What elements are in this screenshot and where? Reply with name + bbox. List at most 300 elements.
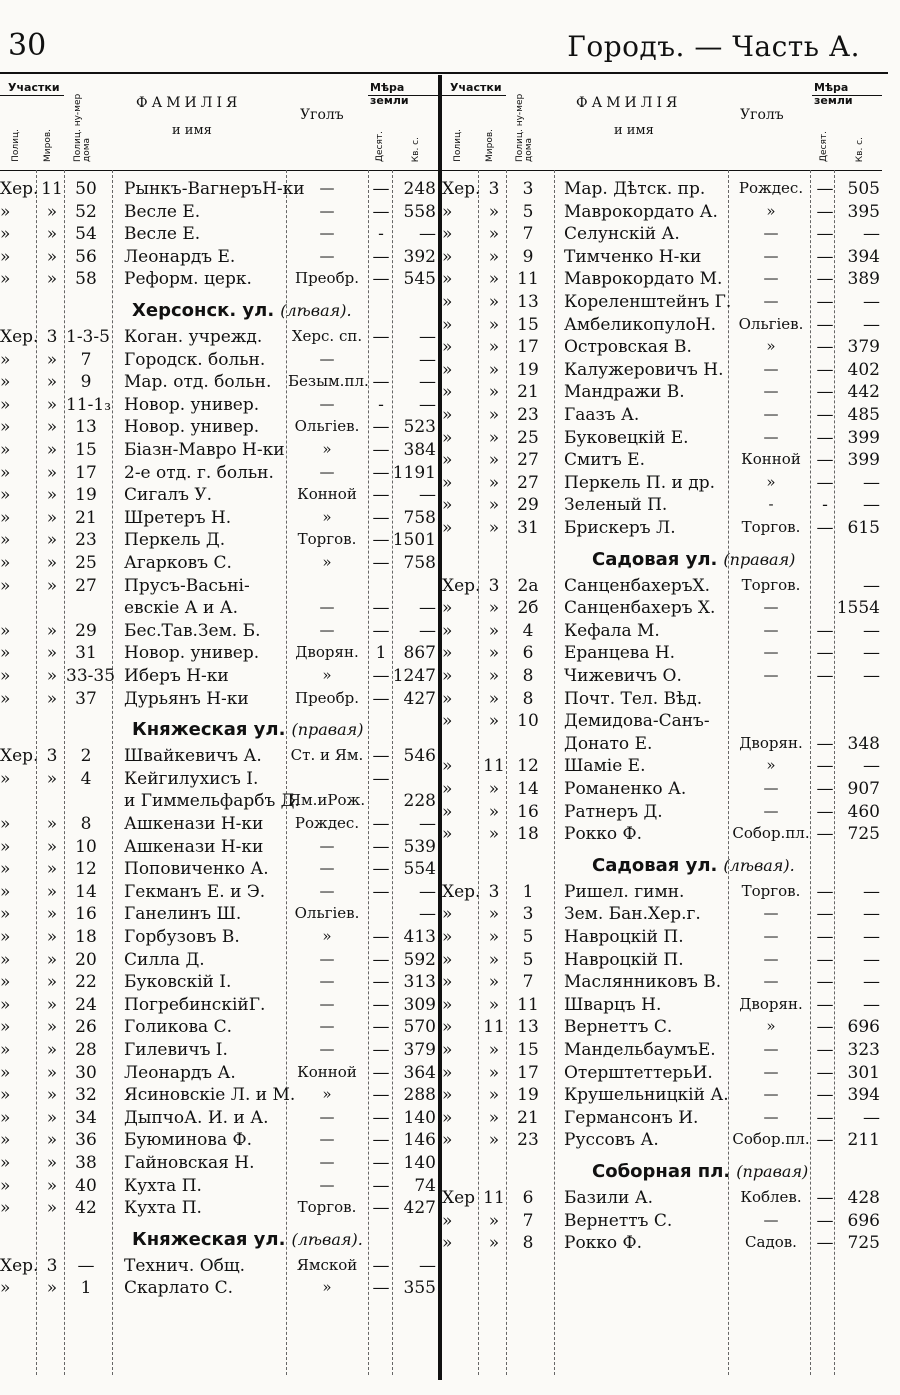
cell-num: 17 <box>75 462 97 483</box>
cell-des: — <box>816 359 834 380</box>
right-column-table <box>442 75 882 1380</box>
cell-ugol: — <box>319 246 335 265</box>
cell-num: 7 <box>522 972 534 993</box>
header-des: Десят. <box>375 130 385 162</box>
cell-name: Прусъ-Васьні- <box>124 575 250 596</box>
cell-num: 12 <box>75 859 97 880</box>
cell-kv: — <box>419 394 436 415</box>
cell-mir: » <box>46 246 58 267</box>
table-row <box>442 1063 882 1085</box>
header-familia: ФАМИЛІЯ <box>136 95 242 111</box>
cell-des: — <box>372 972 390 993</box>
cell-name: Зеленый П. <box>564 495 668 516</box>
cell-name: Буковецкій Е. <box>564 427 689 448</box>
cell-ugol: — <box>763 801 779 820</box>
cell-num: 15 <box>517 314 539 335</box>
table-row <box>0 1130 440 1152</box>
cell-num: 19 <box>517 359 539 380</box>
cell-des: — <box>816 801 834 822</box>
cell-kv: 696 <box>847 1017 880 1038</box>
cell-name: Иберъ Н-ки <box>124 666 229 687</box>
cell-pol: » <box>0 575 11 596</box>
table-row <box>0 791 440 813</box>
header-num: Полиц. ну-мер дома <box>73 93 92 162</box>
cell-name: Романенко А. <box>564 779 687 800</box>
table-row <box>442 904 882 926</box>
cell-kv: 395 <box>847 201 880 222</box>
cell-num: 10 <box>517 711 539 732</box>
cell-ugol: Дворян. <box>295 643 359 662</box>
cell-kv: 309 <box>403 994 436 1015</box>
cell-ugol: — <box>763 359 779 378</box>
table-row <box>442 1233 882 1255</box>
cell-name: Буюминова Ф. <box>124 1130 253 1151</box>
table-row <box>442 711 882 733</box>
cell-name: Почт. Тел. Вѣд. <box>564 688 703 709</box>
cell-num: 36 <box>75 1130 97 1151</box>
table-row <box>0 621 440 643</box>
cell-mir: » <box>46 881 58 902</box>
table-row <box>0 643 440 665</box>
header-ugol: Уголъ <box>740 107 784 123</box>
cell-num: 11 <box>517 269 539 290</box>
cell-des: — <box>816 337 834 358</box>
cell-name: Кефала М. <box>564 620 660 641</box>
cell-pol: Хер <box>442 1188 476 1209</box>
cell-mir: » <box>488 314 500 335</box>
cell-pol: » <box>442 405 453 425</box>
cell-des: — <box>816 246 834 267</box>
cell-des: — <box>816 1040 834 1061</box>
cell-pol: » <box>0 394 11 415</box>
cell-pol: Хер. <box>0 1255 39 1276</box>
cell-num: 27 <box>517 450 539 471</box>
cell-des: — <box>372 179 390 199</box>
cell-des: — <box>372 1130 390 1151</box>
cell-num: 2б <box>517 598 539 619</box>
table-row <box>442 598 882 620</box>
table-row <box>442 1108 882 1130</box>
header-mir: Миров. <box>43 129 53 162</box>
cell-kv: — <box>419 620 436 641</box>
cell-mir: » <box>46 417 58 438</box>
cell-des: — <box>816 643 834 664</box>
cell-mir: » <box>488 666 500 687</box>
table-row <box>442 224 882 246</box>
cell-des: — <box>372 814 390 835</box>
cell-num: 7 <box>80 349 92 370</box>
cell-kv: 546 <box>403 746 436 767</box>
cell-kv: — <box>863 927 880 948</box>
cell-num: 14 <box>75 881 97 902</box>
cell-num: 8 <box>522 688 534 709</box>
cell-mir: » <box>46 836 58 857</box>
cell-mir: » <box>46 372 58 393</box>
cell-des: — <box>816 779 834 800</box>
cell-kv: 907 <box>847 779 880 800</box>
cell-ugol: — <box>319 972 335 991</box>
table-row <box>442 428 882 450</box>
street-side: (лѣвая). <box>291 1229 363 1249</box>
cell-name: Навроцкій П. <box>564 949 684 970</box>
cell-name: Ратнеръ Д. <box>564 801 663 822</box>
table-row <box>442 576 882 598</box>
cell-name: Кореленштейнъ Г. <box>564 292 732 312</box>
cell-name: Гекманъ Е. и Э. <box>124 881 266 902</box>
cell-name: Тимченко Н-ки <box>564 246 702 267</box>
cell-num: 30 <box>75 1062 97 1083</box>
cell-kv: 392 <box>403 246 436 267</box>
cell-kv: 348 <box>847 733 880 754</box>
cell-pol: » <box>0 972 11 993</box>
cell-des: — <box>372 462 390 483</box>
cell-kv: 554 <box>403 859 436 880</box>
cell-pol: » <box>442 495 453 516</box>
cell-num: 31 <box>75 643 97 664</box>
cell-mir: » <box>46 1130 58 1151</box>
cell-pol: Хер. <box>0 746 39 767</box>
cell-des: — <box>372 507 390 528</box>
cell-name: Маврокордато А. <box>564 201 718 222</box>
cell-des: — <box>372 1153 390 1174</box>
cell-num: 52 <box>75 201 97 222</box>
cell-mir: » <box>488 1085 500 1106</box>
cell-ugol: Рождес. <box>738 179 804 197</box>
cell-num: 8 <box>522 666 534 687</box>
table-row <box>442 972 882 994</box>
cell-pol: » <box>0 1198 11 1219</box>
cell-name: 2-е отд. г. больн. <box>124 462 274 483</box>
cell-name: Рокко Ф. <box>564 1233 643 1254</box>
cell-name: Ашкенази Н-ки <box>124 814 264 835</box>
cell-mir: » <box>46 972 58 993</box>
table-row <box>442 405 882 427</box>
cell-des: — <box>816 1085 834 1106</box>
cell-kv: — <box>863 292 880 312</box>
header-uchastki: Участки <box>8 81 60 94</box>
cell-pol: » <box>0 1278 11 1299</box>
cell-pol: Хер. <box>442 881 481 902</box>
table-row <box>0 859 440 881</box>
table-row <box>0 666 440 688</box>
cell-name: Леонардъ А. <box>124 1062 236 1083</box>
cell-kv: 570 <box>403 1017 436 1038</box>
cell-mir: » <box>488 382 500 403</box>
cell-ugol: — <box>763 1107 779 1126</box>
cell-kv: — <box>863 620 880 641</box>
header-imya: и имя <box>614 123 654 138</box>
cell-mir: » <box>488 450 500 471</box>
cell-des: — <box>372 1107 390 1128</box>
cell-num: 19 <box>517 1085 539 1106</box>
street-side: (лѣвая). <box>280 301 352 320</box>
cell-num: 42 <box>75 1198 97 1219</box>
cell-kv: 394 <box>847 1085 880 1106</box>
cell-ugol: Коблев. <box>740 1188 802 1207</box>
cell-num: 13 <box>517 292 539 312</box>
header-uchastki: Участки <box>450 81 502 94</box>
cell-ugol: - <box>768 495 774 514</box>
cell-ugol: — <box>763 427 779 446</box>
cell-pol: » <box>442 927 453 948</box>
cell-ugol: Херс. сп. <box>291 327 363 346</box>
cell-name: Ашкенази Н-ки <box>124 836 264 857</box>
cell-mir: » <box>488 405 500 425</box>
cell-mir: » <box>488 972 500 993</box>
cell-num: 56 <box>75 246 97 267</box>
cell-ugol: Торгов. <box>741 881 801 900</box>
cell-kv: 389 <box>847 269 880 290</box>
cell-pol: » <box>442 1107 453 1128</box>
cell-ugol: — <box>763 224 779 243</box>
table-row <box>0 1176 440 1198</box>
cell-ugol: Рождес. <box>294 814 360 833</box>
cell-des: — <box>372 949 390 970</box>
cell-pol: » <box>442 1130 453 1151</box>
street-side: (лѣвая). <box>723 855 795 875</box>
cell-des: — <box>816 518 834 538</box>
cell-ugol: — <box>763 949 779 968</box>
cell-pol: » <box>0 881 11 902</box>
cell-des: — <box>372 859 390 880</box>
table-row <box>442 1130 882 1152</box>
cell-name: Весле Е. <box>124 201 201 222</box>
cell-name: Калужеровичъ Н. <box>564 359 724 380</box>
cell-ugol: » <box>766 201 776 220</box>
cell-pol: » <box>0 949 11 970</box>
table-row <box>0 598 440 620</box>
cell-pol: » <box>442 1017 453 1038</box>
cell-ugol: — <box>319 394 335 413</box>
cell-kv: — <box>419 372 436 393</box>
cell-mir: » <box>46 507 58 528</box>
table-row <box>0 904 440 926</box>
cell-des: — <box>372 1017 390 1038</box>
cell-ugol: Дворян. <box>739 994 803 1013</box>
cell-des: — <box>816 201 834 222</box>
cell-name: Еранцева Н. <box>564 643 676 664</box>
cell-kv: — <box>863 972 880 993</box>
cell-kv: — <box>419 598 436 619</box>
cell-ugol: Торгов. <box>741 575 801 594</box>
cell-pol: » <box>0 1175 11 1196</box>
cell-ugol: — <box>763 292 779 310</box>
cell-name: АмбеликопулоН. <box>564 314 716 335</box>
cell-pol: Хер. <box>0 179 39 199</box>
top-rule <box>0 72 888 74</box>
cell-pol: » <box>0 1130 11 1151</box>
cell-name: Реформ. церк. <box>124 269 252 290</box>
cell-mir: » <box>488 1107 500 1128</box>
cell-kv: 592 <box>403 949 436 970</box>
cell-pol: » <box>442 972 453 993</box>
cell-name: Брискеръ Л. <box>564 518 676 538</box>
cell-num: 27 <box>75 575 97 596</box>
cell-name: Коган. учрежд. <box>124 327 263 348</box>
cell-ugol: Садов. <box>745 1233 797 1252</box>
cell-mir: » <box>46 1040 58 1061</box>
cell-kv: — <box>863 575 880 596</box>
cell-ugol: Конной <box>297 485 357 504</box>
cell-kv: 399 <box>847 450 880 471</box>
cell-name: Новор. универ. <box>124 394 260 415</box>
table-row <box>0 837 440 859</box>
cell-ugol: — <box>319 881 335 900</box>
cell-ugol: — <box>319 1017 335 1036</box>
cell-kv: 313 <box>403 972 436 993</box>
cell-name: ПогребинскійГ. <box>124 994 266 1015</box>
cell-pol: » <box>0 836 11 857</box>
cell-des: — <box>816 949 834 970</box>
cell-kv: 1501 <box>392 530 436 551</box>
cell-pol: » <box>0 530 11 551</box>
cell-ugol: » <box>322 1085 332 1104</box>
cell-name: Руссовъ А. <box>564 1130 659 1151</box>
cell-des: — <box>816 427 834 448</box>
table-row <box>442 292 882 314</box>
cell-name: Гайновская Н. <box>124 1153 255 1174</box>
cell-des: - <box>378 394 384 415</box>
table-row <box>0 395 440 417</box>
street-heading <box>132 1229 363 1250</box>
table-row <box>442 824 882 846</box>
cell-kv: 867 <box>403 643 436 664</box>
cell-kv: — <box>863 495 880 516</box>
cell-ugol: Конной <box>741 450 801 469</box>
cell-des: — <box>372 1175 390 1196</box>
cell-pol: » <box>0 904 11 925</box>
cell-pol: » <box>0 666 11 687</box>
cell-pol: » <box>442 224 453 245</box>
table-row <box>442 269 882 291</box>
cell-ugol: Безым.пл. <box>288 372 369 391</box>
cell-ugol: — <box>763 1062 779 1081</box>
cell-kv: — <box>863 643 880 664</box>
cell-kv: 146 <box>403 1130 436 1151</box>
cell-name: Ришел. гимн. <box>564 881 685 902</box>
cell-name: Маврокордато М. <box>564 269 723 290</box>
cell-num: 2 <box>80 746 92 767</box>
table-row <box>442 734 882 756</box>
cell-ugol: — <box>763 1085 779 1104</box>
cell-kv: 545 <box>403 269 436 290</box>
cell-num: 1 <box>80 1278 92 1299</box>
cell-mir: » <box>488 994 500 1015</box>
cell-num: 11-1₃ <box>66 394 112 415</box>
cell-kv: 523 <box>403 417 436 438</box>
cell-pol: » <box>442 314 453 335</box>
cell-mir: » <box>488 949 500 970</box>
cell-des: — <box>816 1233 834 1254</box>
cell-des: - <box>378 224 384 245</box>
table-row <box>0 1017 440 1039</box>
cell-kv: — <box>863 666 880 687</box>
table-row <box>442 495 882 517</box>
cell-num: 6 <box>522 643 534 664</box>
table-row <box>442 927 882 949</box>
cell-mir: » <box>488 337 500 358</box>
street-heading <box>592 1161 808 1182</box>
table-header <box>0 75 438 171</box>
cell-name: Шаміе Е. <box>564 756 646 777</box>
cell-pol: » <box>442 1085 453 1106</box>
cell-ugol: — <box>763 620 779 639</box>
cell-ugol: Ямской <box>296 1255 358 1274</box>
cell-mir: » <box>46 575 58 596</box>
cell-num: 25 <box>75 553 97 574</box>
street-side: (правая) <box>291 720 364 740</box>
cell-ugol: » <box>322 927 332 946</box>
cell-num: 22 <box>75 972 97 993</box>
cell-pol: » <box>442 994 453 1015</box>
cell-des: — <box>372 269 390 290</box>
header-pol: Полиц. <box>11 129 21 162</box>
table-row <box>0 1278 440 1300</box>
header-pol: Полиц. <box>453 129 463 162</box>
cell-num: 1-3-5 <box>66 327 110 348</box>
table-row <box>442 950 882 972</box>
cell-name: Бес.Тав.Зем. Б. <box>124 620 261 641</box>
cell-ugol: — <box>319 994 335 1013</box>
cell-num: 32 <box>75 1085 97 1106</box>
cell-kv: 379 <box>847 337 880 358</box>
cell-name: и Гиммельфарбъ Д. <box>124 791 300 812</box>
table-row <box>442 518 882 540</box>
cell-mir: » <box>46 643 58 664</box>
cell-pol: » <box>0 1107 11 1128</box>
cell-mir: » <box>46 620 58 641</box>
cell-mir: 3 <box>488 179 500 199</box>
table-row <box>442 802 882 824</box>
cell-mir: 11 <box>41 179 63 199</box>
cell-mir: » <box>46 485 58 506</box>
cell-kv: 394 <box>847 246 880 267</box>
cell-des: — <box>372 881 390 902</box>
cell-kv: — <box>419 904 436 925</box>
cell-mir: » <box>488 1040 500 1061</box>
cell-kv: 725 <box>847 1233 880 1254</box>
table-row <box>442 756 882 778</box>
cell-pol: » <box>442 246 453 267</box>
cell-des: — <box>372 440 390 461</box>
cell-des: — <box>816 904 834 925</box>
cell-pol: » <box>442 337 453 358</box>
cell-ugol: » <box>766 337 776 356</box>
cell-mir: » <box>488 904 500 925</box>
cell-mir: » <box>488 711 500 732</box>
cell-mir: » <box>46 1175 58 1196</box>
cell-pol: » <box>442 756 453 777</box>
cell-name: ОтерштеттерьИ. <box>564 1062 713 1083</box>
cell-name: Селунскій А. <box>564 224 680 245</box>
cell-ugol: Ям.иРож. <box>288 791 366 810</box>
table-row <box>442 179 882 201</box>
page-title: Городъ. — Часть А. <box>567 30 860 63</box>
header-ugol: Уголъ <box>300 107 344 123</box>
cell-des: — <box>372 927 390 948</box>
table-row <box>0 576 440 598</box>
cell-pol: » <box>442 1040 453 1061</box>
cell-num: 7 <box>522 224 534 245</box>
cell-des: — <box>372 372 390 393</box>
cell-kv: 399 <box>847 427 880 448</box>
cell-pol: » <box>0 553 11 574</box>
cell-des: - <box>822 495 828 516</box>
cell-num: 23 <box>75 530 97 551</box>
cell-pol: » <box>0 1040 11 1061</box>
cell-mir: » <box>488 427 500 448</box>
table-row <box>442 1188 882 1210</box>
